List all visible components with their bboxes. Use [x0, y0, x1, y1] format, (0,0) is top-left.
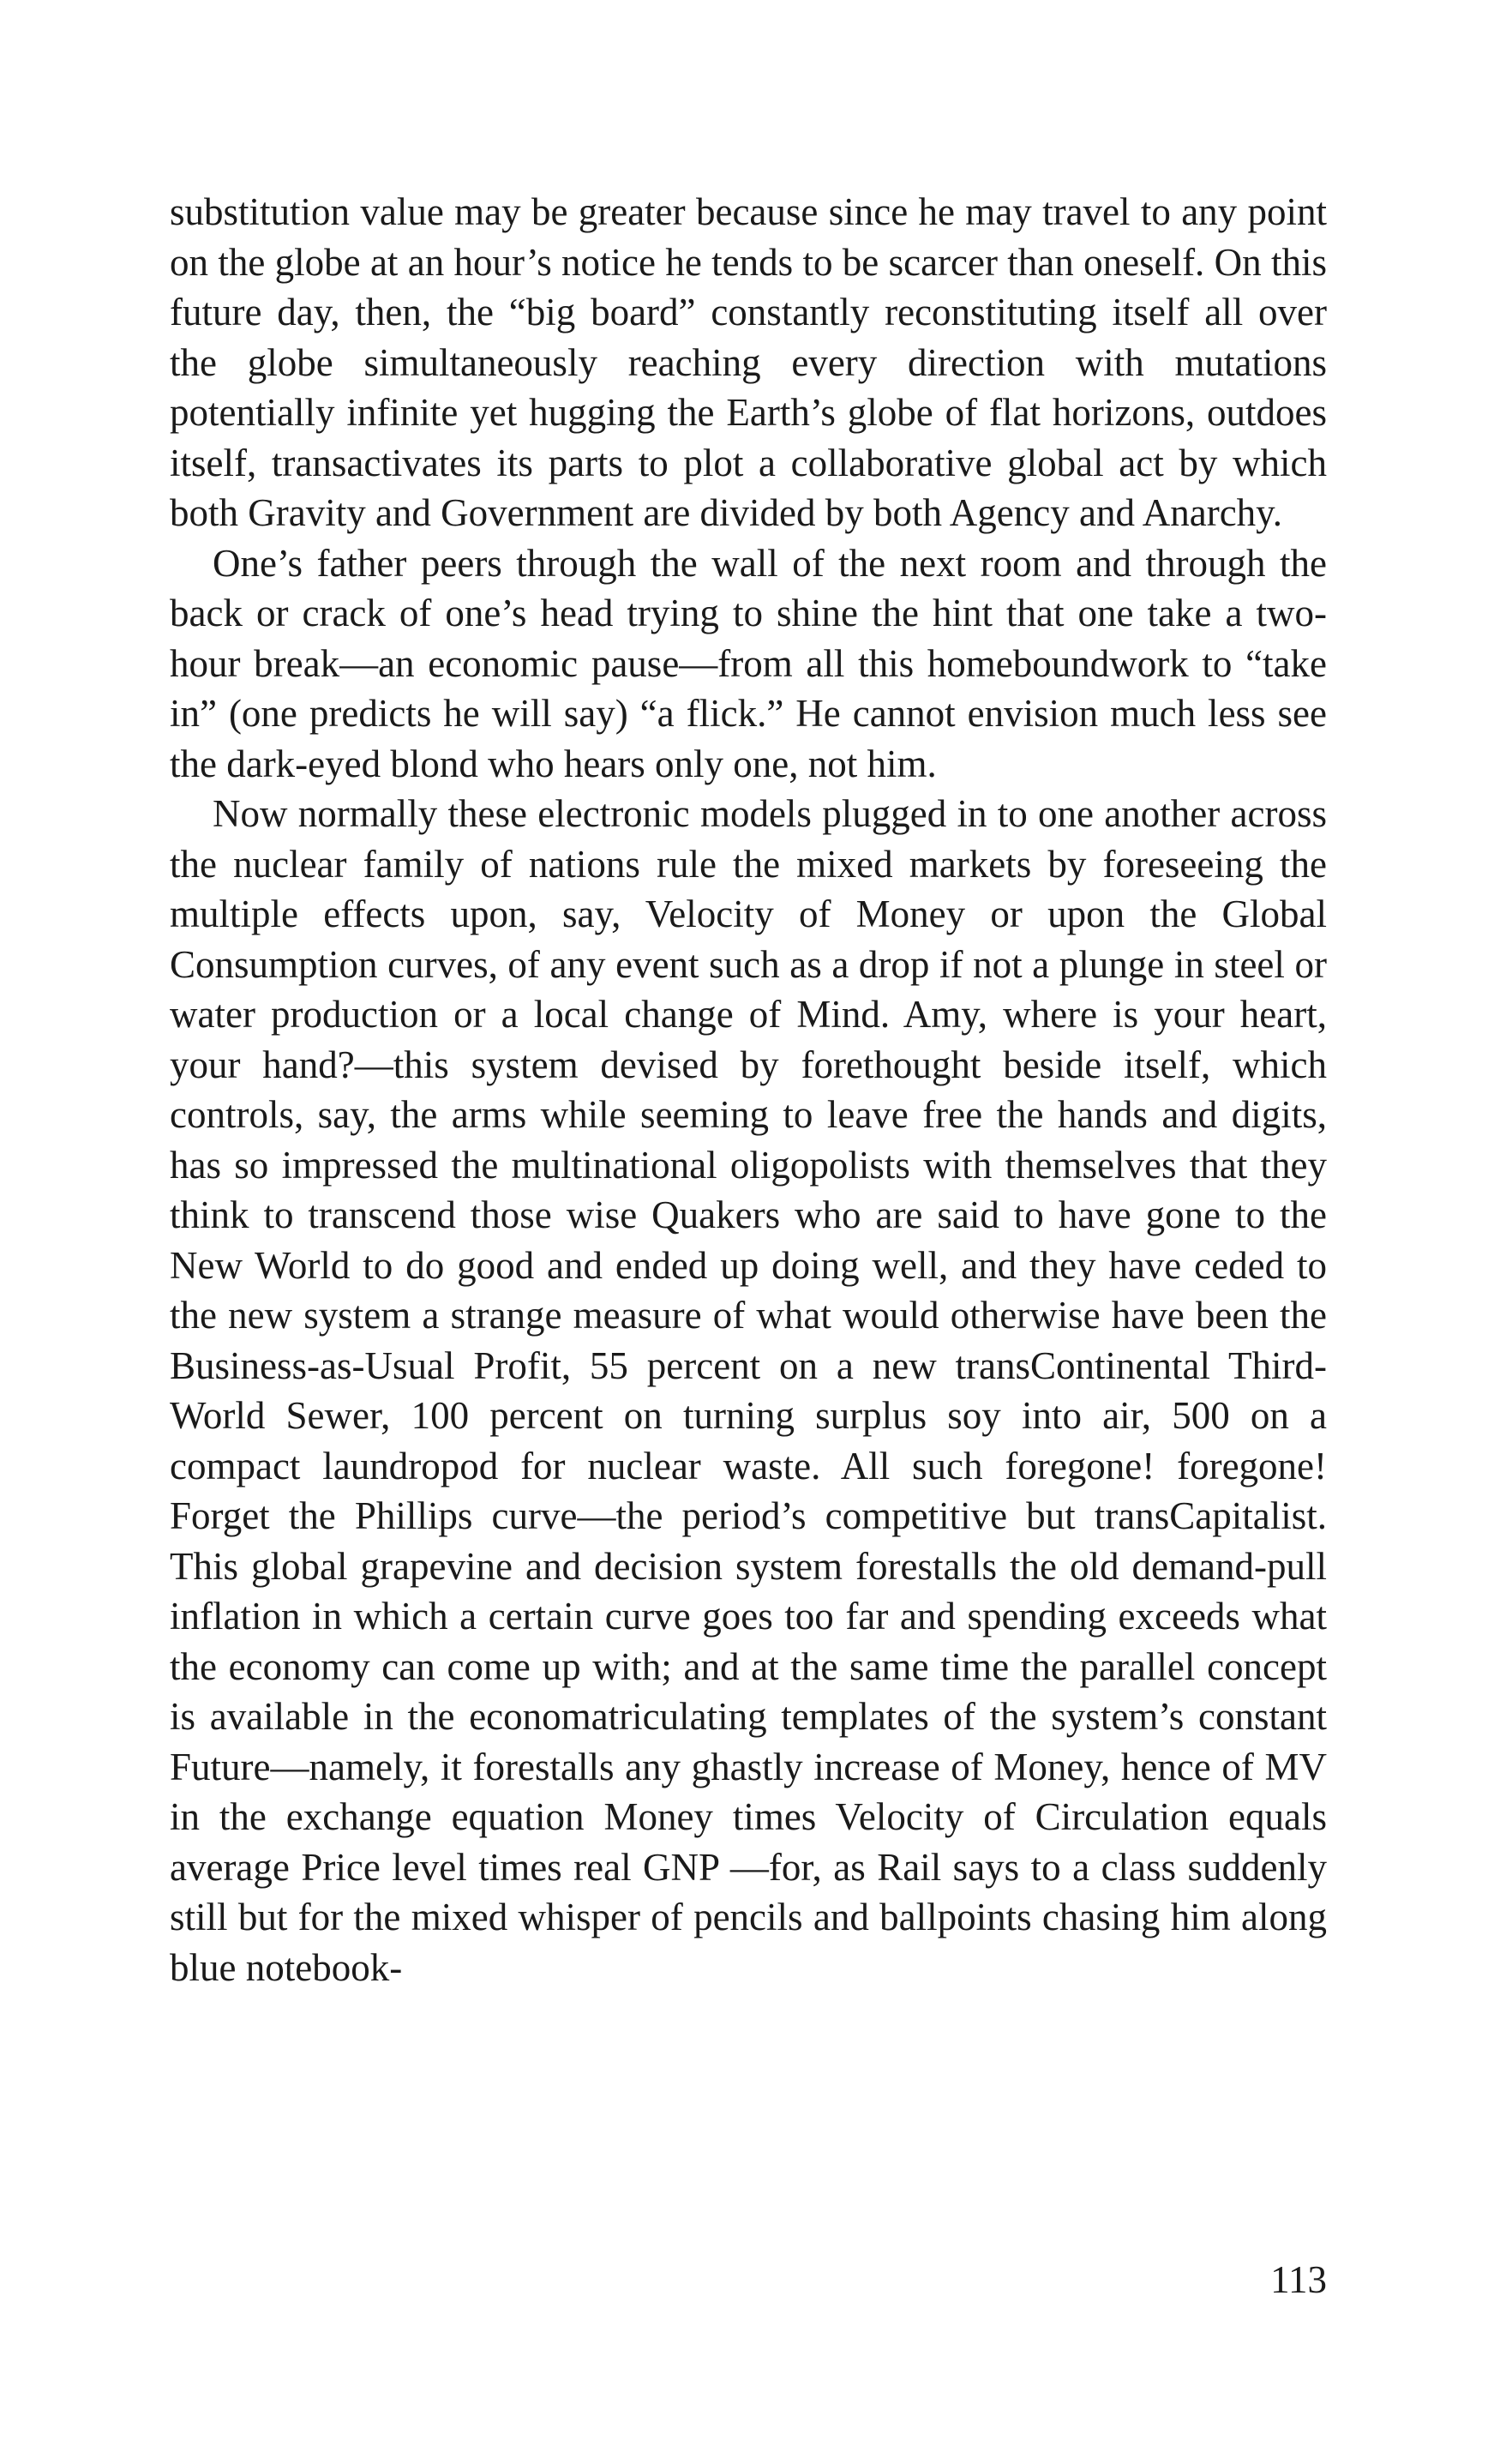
page-number: 113 — [1270, 2258, 1327, 2301]
paragraph-1: substitution value may be greater because since he may travel to any point on the globe at an hour’s notice he tends to be scarcer than oneself. On this future day, then, the “big board” constantly reconstituting itself all over the globe simultaneously reaching every direction with mutations potentially infinite yet hugging the Earth’s globe of flat horizons, outdoes itself, transactivates its parts to plot a collaborative global act by which both Gravity and Government are divided by both Agency and Anarchy. — [170, 190, 1327, 534]
body-text — [170, 187, 1327, 1992]
paragraph-3: Now normally these electronic models plugged in to one another across the nuclear family of nations rule the mixed markets by foreseeing the multiple effects upon, say, Velocity of Money or upon the Global Consumption curves, of any event such as a drop if not a plunge in steel or water production or a local change of Mind. Amy, where is your heart, your hand?—this system devised by forethought beside itself, which controls, say, the arms while seeming to leave free the hands and digits, has so impressed the multinational oligopolists with themselves that they think to transcend those wise Quakers who are said to have gone to the New World to do good and ended up doing well, and they have ceded to the new system a strange measure of what would otherwise have been the Business-as-Usual Profit, 55 percent on a new transContinental Third-World Sewer, 100 percent on turning surplus soy into air, 500 on a compact laundropod for nuclear waste. All such foregone! foregone! Forget the Phillips curve—the period’s competitive but transCapitalist. This global grapevine and decision system forestalls the old demand-pull inflation in which a certain curve goes too far and spending exceeds what the economy can come up with; and at the same time the parallel concept is available in the economatriculating templates of the system’s constant Future—namely, it forestalls any ghastly increase of Money, hence of MV in the exchange equation Money times Velocity of Circulation equals average Price level times real GNP —for, as Rail says to a class suddenly still but for the mixed whisper of pencils and ballpoints chasing him along blue notebook- — [170, 792, 1327, 1989]
paragraph-2: One’s father peers through the wall of the next room and through the back or crack of one’s head trying to shine the hint that one take a two-hour break—an economic pause—from all this homeboundwork to “take in” (one predicts he will say) “a flick.” He cannot envision much less see the dark-eyed blond who hears only one, not him. — [170, 541, 1327, 785]
